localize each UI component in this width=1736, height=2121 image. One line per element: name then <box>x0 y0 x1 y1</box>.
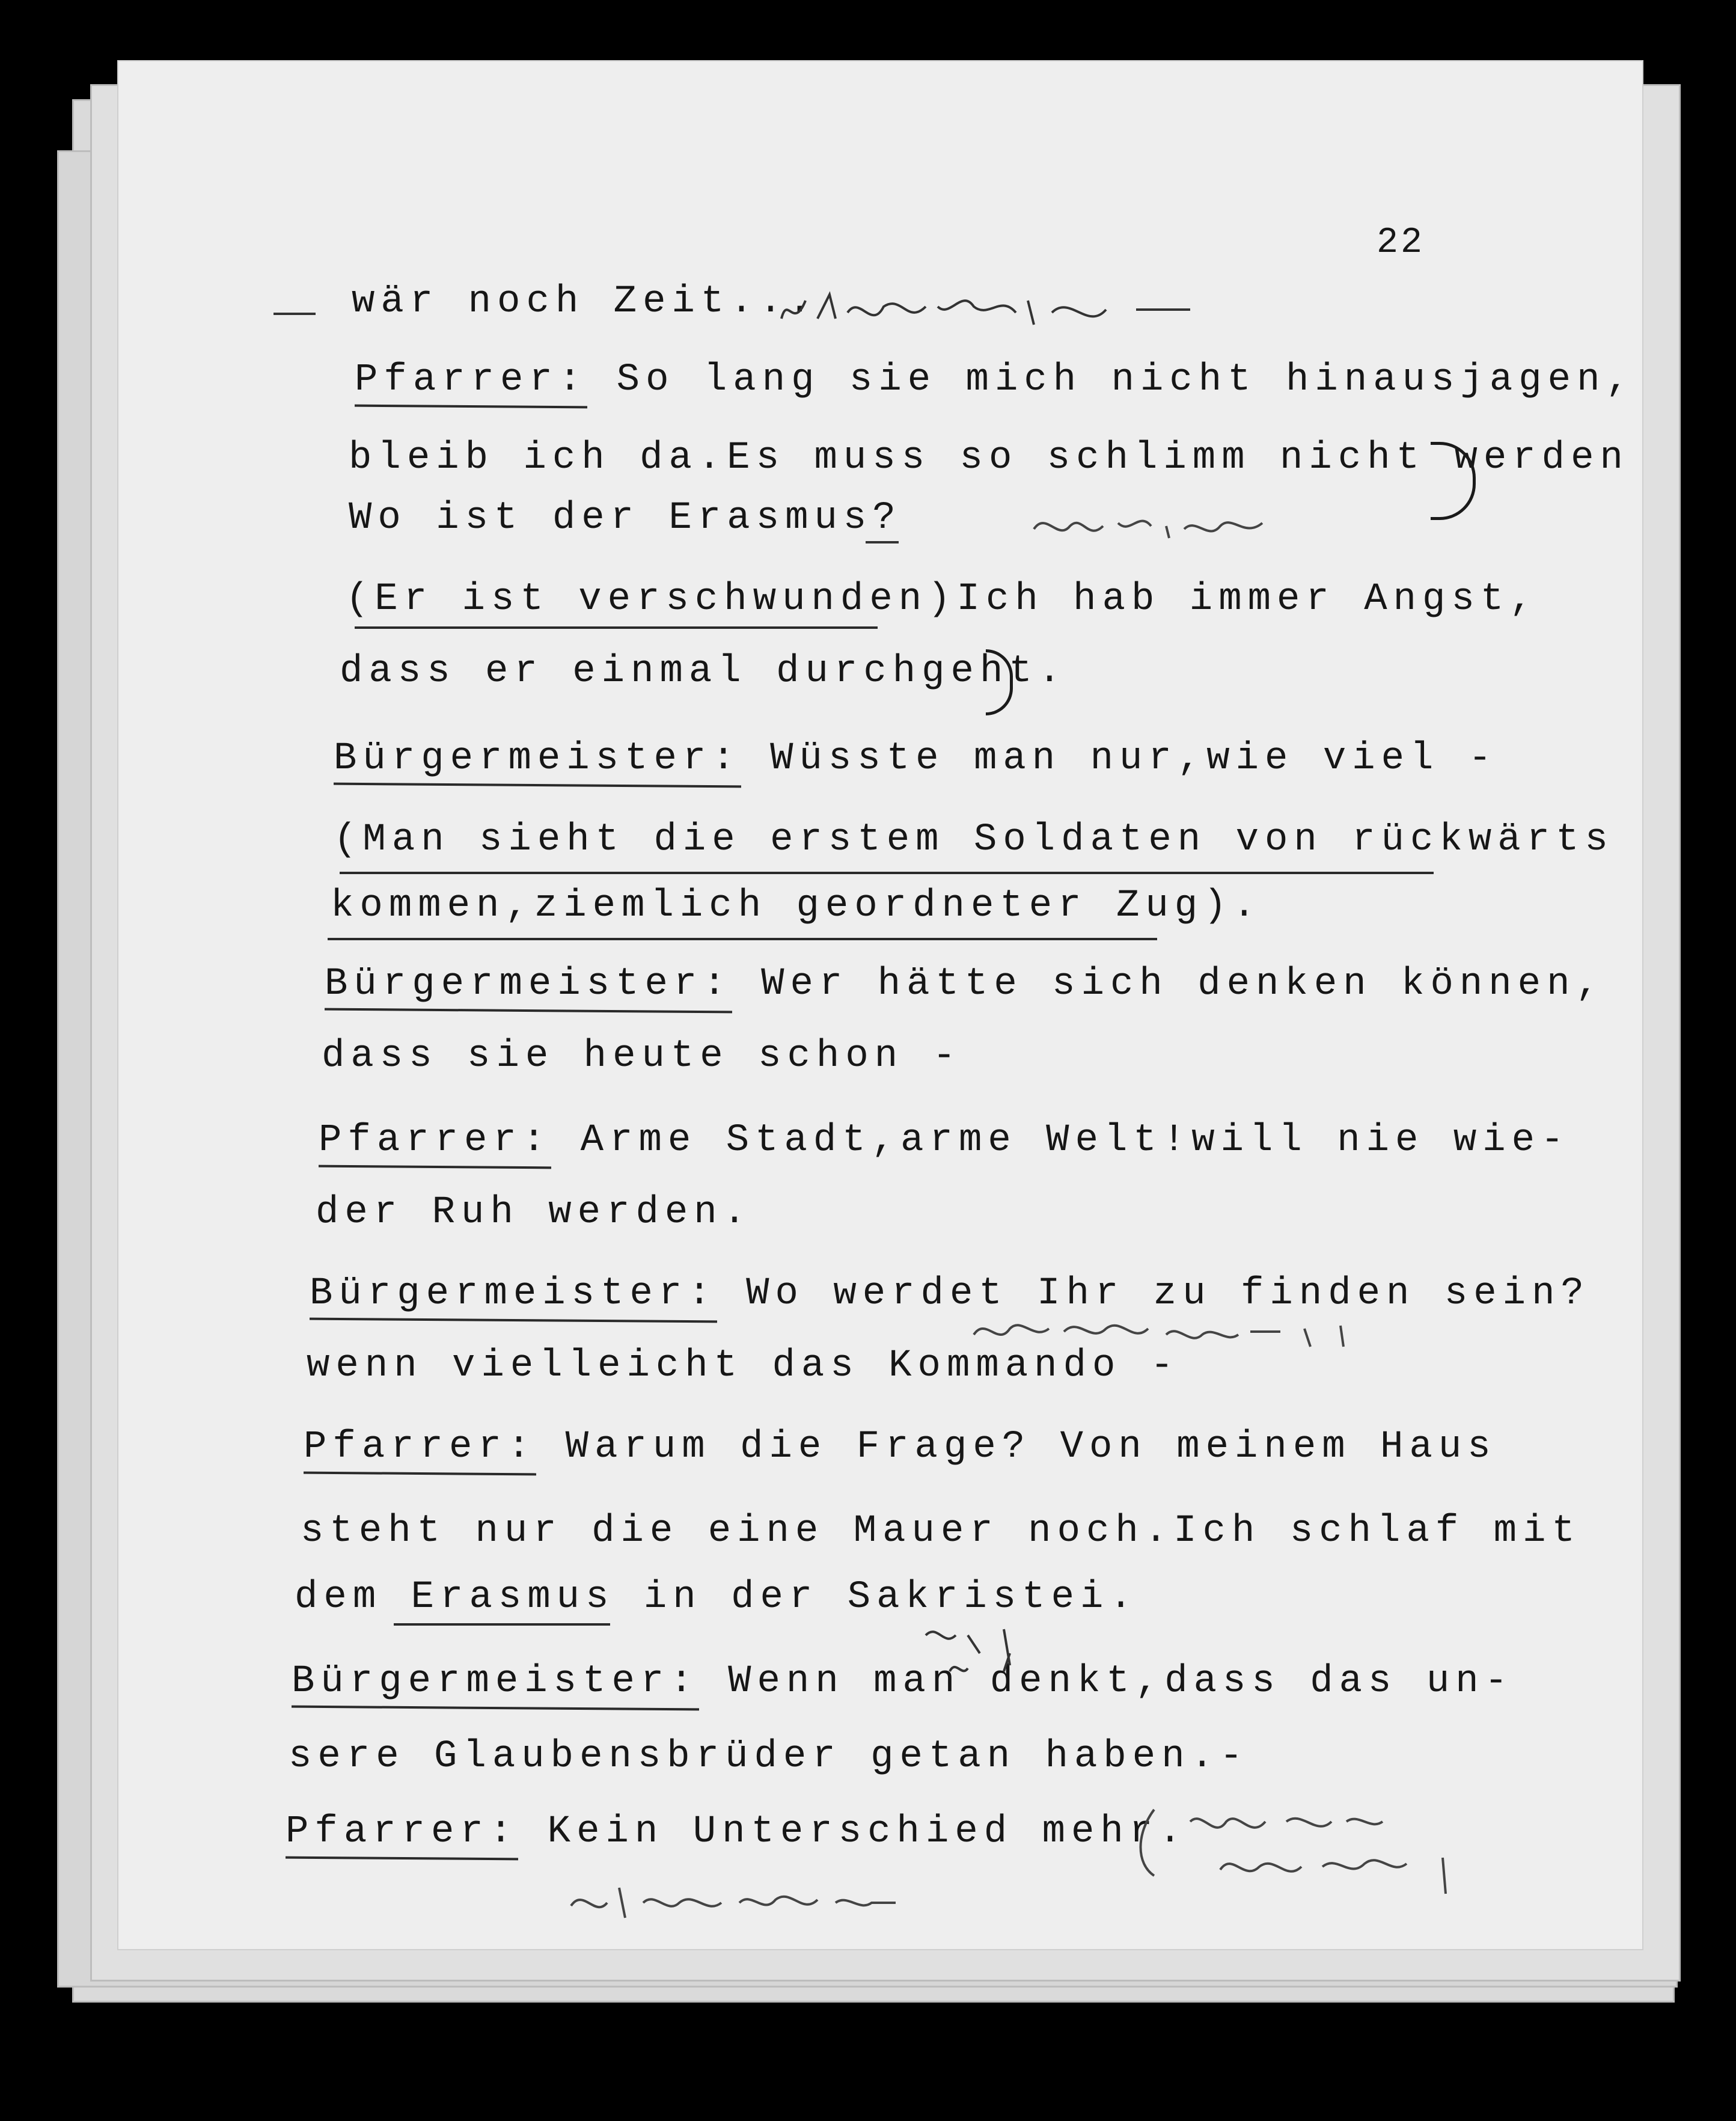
speaker-label: Pfarrer: <box>319 1119 552 1162</box>
text-line <box>334 739 1497 778</box>
stage-direction-line: (Er ist verschwunden)Ich hab immer Angst, <box>346 578 1539 621</box>
dialogue-text: Wenn man denkt,dass das un- <box>698 1660 1514 1703</box>
text-line: dass sie heute schon - <box>322 1035 962 1078</box>
underline <box>328 938 1157 940</box>
text-line <box>325 963 1605 1006</box>
underline <box>355 626 878 629</box>
text-line: sere Glaubensbrüder getan haben.- <box>289 1735 1249 1778</box>
underline <box>394 1623 610 1626</box>
margin-mark <box>866 541 899 543</box>
stage-direction-line: (Man sieht die erstem Soldaten von rückwärts <box>334 818 1614 862</box>
speaker-label: Pfarrer: <box>355 358 588 402</box>
page-number: 22 <box>1377 222 1425 263</box>
dialogue-text: Wo werdet Ihr zu finden sein? <box>717 1272 1590 1315</box>
text-line <box>304 1425 1497 1469</box>
text-line: dem Erasmus in der Sakristei. <box>295 1576 1138 1619</box>
text-line: dass er einmal durchgeht. <box>340 650 1068 693</box>
speaker-label: Bürgermeister: <box>310 1272 717 1315</box>
text-line <box>292 1662 1514 1701</box>
text-line: der Ruh werden. <box>316 1191 753 1234</box>
dialogue-text: Arme Stadt,arme Welt!will nie wie- <box>551 1119 1570 1162</box>
dialogue-text: Wer hätte sich denken können, <box>732 963 1605 1006</box>
text-line: wenn vielleicht das Kommando - <box>307 1344 1180 1388</box>
text-line <box>355 358 1635 402</box>
dialogue-text: So lang sie mich nicht hinausjagen, <box>587 358 1635 402</box>
stage-direction-line: kommen,ziemlich geordneter Zug). <box>331 884 1262 928</box>
dialogue-text: Kein Unterschied mehr. <box>518 1810 1188 1853</box>
text-line <box>286 1810 1188 1853</box>
text-line: bleib ich da.Es muss so schlimm nicht werden <box>349 436 1629 480</box>
underline <box>340 872 1434 874</box>
text-line: Wo ist der Erasmus? <box>349 497 902 540</box>
text-line <box>310 1272 1590 1315</box>
text-line: wär noch Zeit... <box>352 280 818 323</box>
margin-mark <box>274 313 316 315</box>
text-line <box>319 1121 1569 1160</box>
speaker-label: Pfarrer: <box>286 1810 519 1853</box>
dialogue-text: Wüsste man nur,wie viel - <box>741 737 1498 780</box>
dialogue-text: Warum die Frage? Von meinem Haus <box>536 1425 1497 1469</box>
speaker-label: Bürgermeister: <box>325 963 732 1006</box>
text-line: steht nur die eine Mauer noch.Ich schlaf mit <box>301 1510 1581 1553</box>
speaker-label: Pfarrer: <box>304 1425 537 1469</box>
speaker-label: Bürgermeister: <box>334 737 741 780</box>
speaker-label: Bürgermeister: <box>292 1660 699 1703</box>
